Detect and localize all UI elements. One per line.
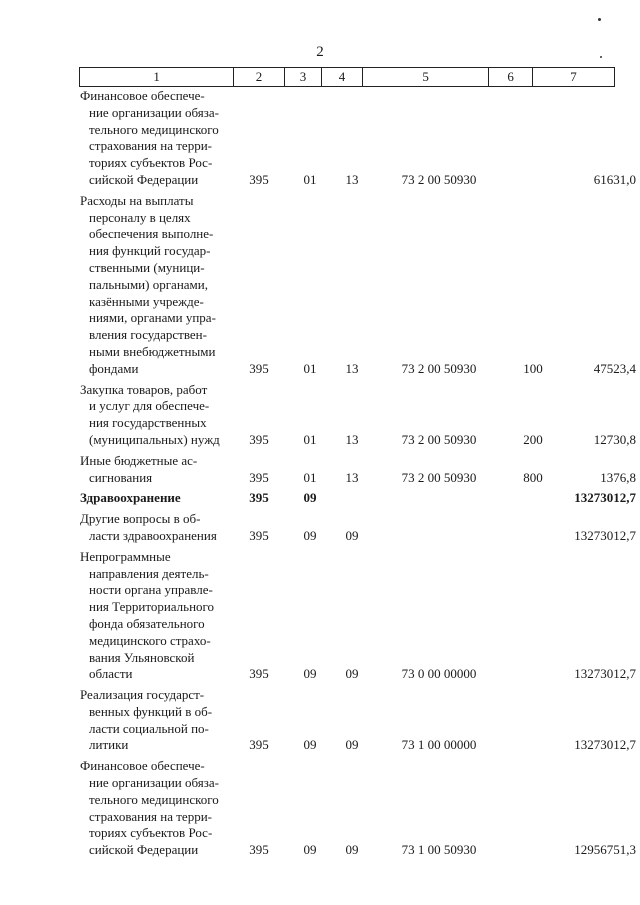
row-name-line: страхования на терри- xyxy=(89,138,212,154)
row-name-line: ния функций государ- xyxy=(89,243,211,259)
row-name xyxy=(80,687,230,754)
section-code: 395 xyxy=(249,490,269,506)
subsection-code: 09 xyxy=(345,527,359,543)
scan-speck xyxy=(598,18,601,21)
target-item-code: 73 1 00 00000 xyxy=(401,737,477,753)
row-name-line: области xyxy=(89,666,133,682)
row-name-line: венных функций в об- xyxy=(89,703,213,719)
row-name-line: направления деятель- xyxy=(89,565,209,581)
row-name-line: тельного медицинского xyxy=(89,791,219,807)
table-header xyxy=(79,67,615,87)
row-name-line: и услуг для обеспече- xyxy=(89,398,210,414)
row-name-line: сийской Федерации xyxy=(89,842,199,858)
row-name-line: Другие вопросы в об- xyxy=(80,511,201,527)
amount: 1376,8 xyxy=(600,469,636,485)
column-header-7: 7 xyxy=(532,68,614,86)
table-row xyxy=(0,490,640,507)
row-name xyxy=(80,549,230,683)
table-row xyxy=(0,687,640,754)
row-name-line: вания Ульяновской xyxy=(89,649,195,665)
scan-speck xyxy=(600,56,602,58)
page-number: 2 xyxy=(316,44,324,60)
chapter-code: 01 xyxy=(303,171,317,187)
row-name-line: ние организации обяза- xyxy=(89,104,219,120)
row-name-line: Расходы на выплаты xyxy=(80,192,194,208)
row-name-line: медицинского страхо- xyxy=(89,632,211,648)
row-name-line: казёнными учрежде- xyxy=(89,293,204,309)
column-header-3: 3 xyxy=(284,68,322,86)
row-name-line: ториях субъектов Рос- xyxy=(89,155,213,171)
amount: 13273012,7 xyxy=(574,527,636,543)
row-name-line: пальными) органами, xyxy=(89,276,208,292)
row-name-line: сийской Федерации xyxy=(89,171,199,187)
chapter-code: 09 xyxy=(303,842,317,858)
section-code: 395 xyxy=(249,469,269,485)
subsection-code: 09 xyxy=(345,842,359,858)
row-name-line: Здравоохранение xyxy=(80,490,181,506)
row-name-line: фонда обязательного xyxy=(89,615,205,631)
row-name xyxy=(80,511,230,545)
row-name xyxy=(80,453,230,487)
column-header-6: 6 xyxy=(488,68,532,86)
table-row xyxy=(0,549,640,683)
chapter-code: 09 xyxy=(303,666,317,682)
target-item-code: 73 0 00 00000 xyxy=(401,666,477,682)
row-name-line: ние организации обяза- xyxy=(89,775,219,791)
expense-type-code: 100 xyxy=(523,360,543,376)
row-name-line: Финансовое обеспече- xyxy=(80,758,205,774)
target-item-code: 73 2 00 50930 xyxy=(401,431,477,447)
row-name xyxy=(80,758,230,859)
row-name-line: ными внебюджетными xyxy=(89,343,216,359)
column-header-5: 5 xyxy=(362,68,489,86)
row-name-line: ласти социальной по- xyxy=(89,720,209,736)
amount: 13273012,7 xyxy=(574,666,636,682)
target-item-code: 73 2 00 50930 xyxy=(401,469,477,485)
row-name-line: фондами xyxy=(89,360,139,376)
amount: 47523,4 xyxy=(593,360,636,376)
row-name-line: ласти здравоохранения xyxy=(89,527,217,543)
row-name-line: персоналу в целях xyxy=(89,209,191,225)
row-name xyxy=(80,490,230,507)
column-header-2: 2 xyxy=(233,68,283,86)
amount: 61631,0 xyxy=(593,171,636,187)
column-header-4: 4 xyxy=(321,68,362,86)
chapter-code: 09 xyxy=(303,490,317,506)
subsection-code: 09 xyxy=(345,666,359,682)
table-row xyxy=(0,511,640,545)
row-name-line: вления государствен- xyxy=(89,327,207,343)
amount: 12730,8 xyxy=(593,431,636,447)
row-name-line: ториях субъектов Рос- xyxy=(89,825,213,841)
row-name-line: ния государственных xyxy=(89,415,207,431)
row-name-line: сигнования xyxy=(89,469,153,485)
table-row xyxy=(0,453,640,487)
section-code: 395 xyxy=(249,737,269,753)
row-name-line: Финансовое обеспече- xyxy=(80,88,205,103)
amount: 13273012,7 xyxy=(574,490,636,506)
chapter-code: 09 xyxy=(303,737,317,753)
subsection-code: 13 xyxy=(345,360,359,376)
row-name-line: обеспечения выполне- xyxy=(89,226,214,242)
target-item-code: 73 1 00 50930 xyxy=(401,842,477,858)
column-header-1: 1 xyxy=(153,69,160,84)
section-code: 395 xyxy=(249,527,269,543)
amount: 12956751,3 xyxy=(574,842,636,858)
table-row xyxy=(0,758,640,859)
section-code: 395 xyxy=(249,842,269,858)
row-name-line: ности органа управле- xyxy=(89,582,213,598)
row-name-line: ниями, органами упра- xyxy=(89,310,216,326)
row-name-line: страхования на терри- xyxy=(89,808,212,824)
chapter-code: 09 xyxy=(303,527,317,543)
section-code: 395 xyxy=(249,171,269,187)
subsection-code: 09 xyxy=(345,737,359,753)
row-name-line: литики xyxy=(89,737,129,753)
chapter-code: 01 xyxy=(303,469,317,485)
table-row xyxy=(0,193,640,378)
row-name-line: Реализация государст- xyxy=(80,687,205,703)
expense-type-code: 800 xyxy=(523,469,543,485)
chapter-code: 01 xyxy=(303,431,317,447)
target-item-code: 73 2 00 50930 xyxy=(401,171,477,187)
table-body xyxy=(0,88,640,863)
table-row xyxy=(0,382,640,449)
section-code: 395 xyxy=(249,666,269,682)
table-row xyxy=(0,88,640,189)
amount: 13273012,7 xyxy=(574,737,636,753)
row-name-line: (муниципальных) нужд xyxy=(89,431,220,447)
section-code: 395 xyxy=(249,360,269,376)
row-name-line: Закупка товаров, работ xyxy=(80,381,208,397)
subsection-code: 13 xyxy=(345,431,359,447)
row-name xyxy=(80,193,230,378)
subsection-code: 13 xyxy=(345,171,359,187)
row-name-line: тельного медицинского xyxy=(89,121,219,137)
row-name xyxy=(80,88,230,189)
target-item-code: 73 2 00 50930 xyxy=(401,360,477,376)
chapter-code: 01 xyxy=(303,360,317,376)
row-name xyxy=(80,382,230,449)
subsection-code: 13 xyxy=(345,469,359,485)
expense-type-code: 200 xyxy=(523,431,543,447)
row-name-line: ственными (муници- xyxy=(89,259,205,275)
row-name-line: ния Территориального xyxy=(89,599,215,615)
row-name-line: Иные бюджетные ас- xyxy=(80,452,198,468)
row-name-line: Непрограммные xyxy=(80,548,171,564)
section-code: 395 xyxy=(249,431,269,447)
